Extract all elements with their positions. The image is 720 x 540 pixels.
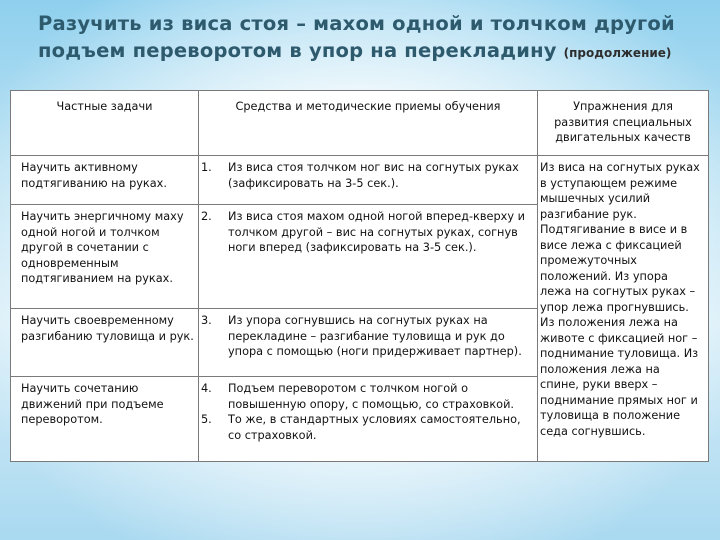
task-cell: Научить сочетанию движений при подъеме переворотом.: [11, 377, 199, 462]
means-cell: [199, 377, 538, 462]
training-table: [10, 90, 709, 462]
means-text: Из упора согнувшись на согнутых руках на перекладине – разгибание туловища и рук до упора с помощью (ноги придерживает партнер).: [228, 314, 522, 358]
means-text: Из виса стоя махом одной ногой вперед-кверху и толчком другой – вис на согнутых руках, согнув ноги вперед (зафиксировать на 3-5 сек.).: [228, 210, 525, 254]
means-cell: [199, 205, 538, 309]
means-text: То же, в стандартных условиях самостоятельно, со страховкой.: [228, 413, 521, 442]
means-number: 5.: [201, 413, 212, 426]
means-item: [201, 381, 531, 412]
exercises-cell: Из виса на согнутых руках в уступающем режиме мышечных усилий разгибание рук. Подтягивание в висе и в висе лежа с фиксацией промежуточных положений. Из упора лежа на согнутых руках – упор лежа прогнувшись. Из положения лежа на животе с фиксацией ног – поднимание туловища. Из положения лежа на спине, руки вверх – поднимание прямых ног и туловища в положение седа согнувшись.: [538, 156, 709, 462]
slide-title: [38, 10, 708, 67]
means-item: [201, 412, 531, 443]
means-item: [201, 160, 531, 191]
means-text: Из виса стоя толчком ног вис на согнутых руках (зафиксировать на 3-5 сек.).: [228, 161, 519, 190]
task-cell: Научить активному подтягиванию на руках.: [11, 156, 199, 205]
means-item: [201, 313, 531, 360]
table-row: [11, 156, 709, 205]
means-number: 3.: [201, 314, 212, 327]
title-continuation: (продолжение): [563, 46, 672, 60]
table-header-row: [11, 91, 709, 156]
task-cell: Научить энергичному маху одной ногой и толчком другой в сочетании с одновременным подтягиванием на руках.: [11, 205, 199, 309]
title-line-1: Разучить из виса стоя – махом одной и толчком другой: [38, 12, 675, 35]
header-exercises: Упражнения для развития специальных двигательных качеств: [538, 91, 709, 156]
means-text: Подъем переворотом с толчком ногой о повышенную опору, с помощью, со страховкой.: [228, 382, 515, 411]
header-means: Средства и методические приемы обучения: [199, 91, 538, 156]
title-line-2-text: подъем переворотом в упор на перекладину: [38, 39, 557, 62]
means-number: 1.: [201, 161, 212, 174]
means-number: 2.: [201, 210, 212, 223]
means-number: 4.: [201, 382, 212, 395]
means-cell: [199, 309, 538, 377]
title-line-2: [38, 37, 708, 67]
means-cell: [199, 156, 538, 205]
task-cell: Научить своевременному разгибанию туловища и рук.: [11, 309, 199, 377]
header-tasks: Частные задачи: [11, 91, 199, 156]
means-item: [201, 209, 531, 256]
